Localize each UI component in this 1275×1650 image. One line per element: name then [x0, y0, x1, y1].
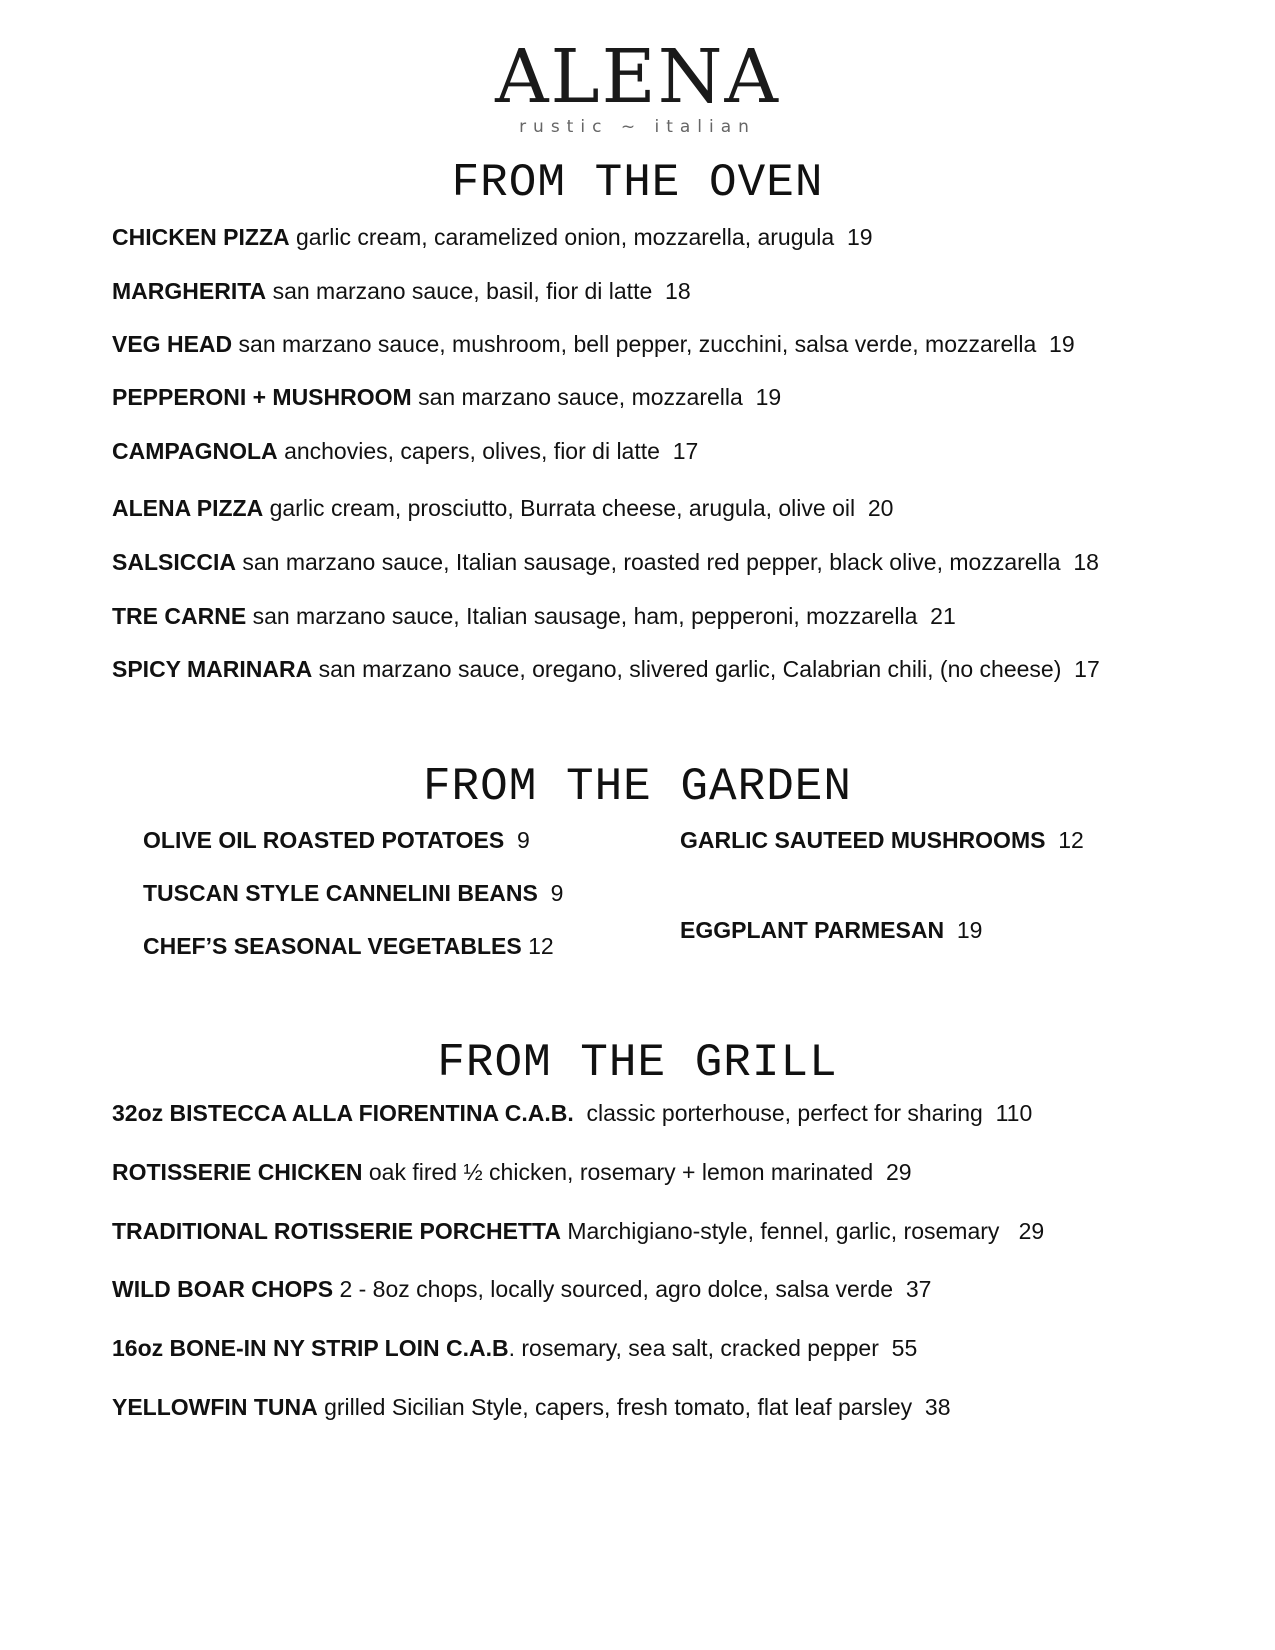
item-price: 9: [550, 880, 564, 906]
item-name: CAMPAGNOLA: [112, 438, 278, 464]
item-description: san marzano sauce, Italian sausage, ham, pepperoni, mozzarella: [252, 603, 918, 629]
item-description: san marzano sauce, mozzarella: [418, 384, 743, 410]
restaurant-tagline: rustic ~ italian: [519, 117, 756, 137]
item-description: classic porterhouse, perfect for sharing: [586, 1100, 983, 1126]
menu-item: [112, 333, 1075, 356]
item-price: 17: [672, 438, 699, 464]
menu-item: [112, 1161, 912, 1184]
item-description: san marzano sauce, Italian sausage, roasted red pepper, black olive, mozzarella: [242, 549, 1061, 575]
item-price: 55: [891, 1335, 918, 1361]
garden-item: [680, 829, 1084, 852]
menu-item: [112, 497, 893, 520]
item-name: OLIVE OIL ROASTED POTATOES: [143, 827, 505, 853]
item-price: 19: [956, 917, 983, 943]
item-price: 9: [517, 827, 530, 853]
item-name: TRE CARNE: [112, 603, 247, 629]
item-price: 20: [867, 495, 894, 521]
section-title-grill: FROM THE GRILL: [437, 1037, 838, 1089]
item-name: TRADITIONAL ROTISSERIE PORCHETTA: [112, 1218, 561, 1244]
item-name: VEG HEAD: [112, 331, 233, 357]
item-name: PEPPERONI + MUSHROOM: [112, 384, 412, 410]
item-name: 16oz BONE-IN NY STRIP LOIN C.A.B: [112, 1335, 509, 1361]
item-description: grilled Sicilian Style, capers, fresh tomato, flat leaf parsley: [324, 1394, 913, 1420]
item-price: 38: [924, 1394, 951, 1420]
item-description: san marzano sauce, oregano, slivered garlic, Calabrian chili, (no cheese): [318, 656, 1062, 682]
menu-item: [112, 551, 1099, 574]
item-price: 110: [995, 1100, 1033, 1126]
menu-item: [112, 226, 873, 249]
item-price: 18: [665, 278, 691, 304]
menu-item: [112, 440, 698, 463]
item-price: 29: [1018, 1218, 1045, 1244]
item-description: garlic cream, caramelized onion, mozzarella, arugula: [296, 224, 835, 250]
item-price: 18: [1073, 549, 1099, 575]
item-name: MARGHERITA: [112, 278, 267, 304]
garden-item: [143, 882, 563, 905]
item-description: Marchigiano-style, fennel, garlic, rosemary: [567, 1218, 1000, 1244]
menu-item: [112, 658, 1100, 681]
item-name: ROTISSERIE CHICKEN: [112, 1159, 363, 1185]
item-price: 17: [1074, 656, 1100, 682]
item-description: oak fired ½ chicken, rosemary + lemon marinated: [368, 1159, 874, 1185]
item-description: san marzano sauce, mushroom, bell pepper, zucchini, salsa verde, mozzarella: [238, 331, 1037, 357]
item-price: 12: [1058, 827, 1084, 853]
item-name: CHEF’S SEASONAL VEGETABLES: [143, 933, 522, 959]
menu-item: [112, 1102, 1032, 1125]
menu-item: [112, 1278, 931, 1301]
garden-item: [680, 919, 982, 942]
item-price: 12: [528, 933, 554, 959]
item-description: 2 - 8oz chops, locally sourced, agro dolce, salsa verde: [339, 1276, 894, 1302]
item-name: YELLOWFIN TUNA: [112, 1394, 318, 1420]
item-name: GARLIC SAUTEED MUSHROOMS: [680, 827, 1046, 853]
item-name: SALSICCIA: [112, 549, 236, 575]
menu-item: [112, 1337, 917, 1360]
section-title-garden: FROM THE GARDEN: [422, 761, 853, 813]
restaurant-logo-name: ALENA: [495, 34, 780, 120]
item-description: garlic cream, prosciutto, Burrata cheese, arugula, olive oil: [269, 495, 856, 521]
item-name: TUSCAN STYLE CANNELINI BEANS: [143, 880, 538, 906]
item-description: anchovies, capers, olives, fior di latte: [284, 438, 660, 464]
item-price: 29: [885, 1159, 912, 1185]
item-name: 32oz BISTECCA ALLA FIORENTINA C.A.B.: [112, 1100, 574, 1126]
item-name: WILD BOAR CHOPS: [112, 1276, 334, 1302]
item-price: 19: [755, 384, 782, 410]
item-description: . rosemary, sea salt, cracked pepper: [508, 1335, 879, 1361]
item-description: san marzano sauce, basil, fior di latte: [272, 278, 653, 304]
item-price: 37: [905, 1276, 932, 1302]
menu-item: [112, 605, 956, 628]
menu-item: [112, 1220, 1044, 1243]
garden-item: [143, 935, 554, 958]
item-name: EGGPLANT PARMESAN: [680, 917, 945, 943]
section-title-oven: FROM THE OVEN: [451, 157, 824, 209]
item-price: 19: [1049, 331, 1075, 357]
item-name: SPICY MARINARA: [112, 656, 313, 682]
menu-item: [112, 386, 781, 409]
garden-item: [143, 829, 530, 852]
menu-item: [112, 280, 691, 303]
item-price: 21: [930, 603, 956, 629]
item-price: 19: [846, 224, 873, 250]
menu-item: [112, 1396, 951, 1419]
item-name: ALENA PIZZA: [112, 495, 264, 521]
item-name: CHICKEN PIZZA: [112, 224, 290, 250]
